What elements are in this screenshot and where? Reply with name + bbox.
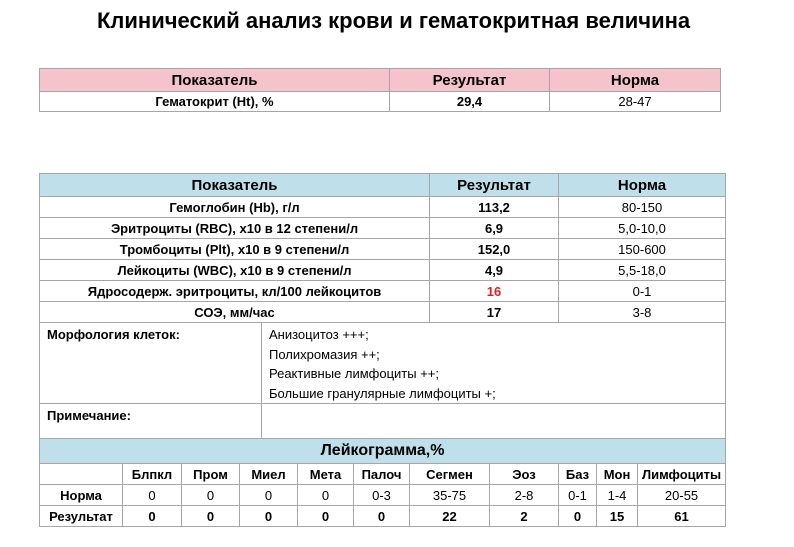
leukogram-result-value: 0 <box>559 506 597 527</box>
leukogram-result-value: 0 <box>182 506 240 527</box>
leukogram-col-header: Пром <box>182 464 240 485</box>
norm-esr: 3-8 <box>559 302 726 323</box>
result-hemoglobin: 113,2 <box>430 197 559 218</box>
leukogram-result-value: 0 <box>298 506 354 527</box>
header-result: Результат <box>390 69 550 92</box>
result-hematocrit: 29,4 <box>390 92 550 112</box>
leukogram-col-header: Лимфоциты <box>638 464 726 485</box>
leukogram-result-value: 2 <box>490 506 559 527</box>
param-hematocrit: Гематокрит (Ht), % <box>40 92 390 112</box>
norm-hematocrit: 28-47 <box>550 92 721 112</box>
table-row <box>40 92 721 112</box>
hematocrit-table-header <box>40 69 721 92</box>
header-norm: Норма <box>559 174 726 197</box>
leukogram-result-value: 0 <box>240 506 298 527</box>
leukogram-result-value: 0 <box>123 506 182 527</box>
table-row <box>40 197 726 218</box>
leukogram-columns-row <box>40 464 726 485</box>
header-parameter: Показатель <box>40 174 430 197</box>
leukogram-norm-value: 0-1 <box>559 485 597 506</box>
morphology-item: Полихромазия ++; <box>269 346 380 362</box>
table-row <box>40 281 726 302</box>
param-rbc: Эритроциты (RBC), x10 в 12 степени/л <box>40 218 430 239</box>
norm-nrbc: 0-1 <box>559 281 726 302</box>
leukogram-norm-value: 0-3 <box>354 485 410 506</box>
param-hemoglobin: Гемоглобин (Hb), г/л <box>40 197 430 218</box>
norm-wbc: 5,5-18,0 <box>559 260 726 281</box>
page-title: Клинический анализ крови и гематокритная величина <box>97 8 691 33</box>
table-row <box>40 260 726 281</box>
param-nrbc: Ядросодерж. эритроциты, кл/100 лейкоцитов <box>40 281 430 302</box>
leukogram-col-header: Мета <box>298 464 354 485</box>
leukogram-norm-row <box>40 485 726 506</box>
hematocrit-table <box>39 68 721 112</box>
morphology-label: Морфология клеток: <box>40 323 262 404</box>
leukogram-norm-value: 0 <box>182 485 240 506</box>
leukogram-col-header: Баз <box>559 464 597 485</box>
morphology-item: Большие гранулярные лимфоциты +; <box>269 385 496 401</box>
table-row <box>40 218 726 239</box>
header-result: Результат <box>430 174 559 197</box>
param-esr: СОЭ, мм/час <box>40 302 430 323</box>
note-row <box>40 404 726 439</box>
norm-plt: 150-600 <box>559 239 726 260</box>
blood-table-header <box>40 174 726 197</box>
note-label: Примечание: <box>40 404 262 439</box>
morphology-values <box>262 323 726 404</box>
result-wbc: 4,9 <box>430 260 559 281</box>
leukogram-result-value: 61 <box>638 506 726 527</box>
leukogram-col-header: Эоз <box>490 464 559 485</box>
leukogram-col-header: Миел <box>240 464 298 485</box>
blood-analysis-table <box>39 173 726 527</box>
leukogram-result-value: 0 <box>354 506 410 527</box>
norm-hemoglobin: 80-150 <box>559 197 726 218</box>
leukogram-norm-value: 2-8 <box>490 485 559 506</box>
leukogram-norm-label: Норма <box>40 485 123 506</box>
table-row <box>40 302 726 323</box>
result-plt: 152,0 <box>430 239 559 260</box>
leukogram-result-value: 15 <box>597 506 638 527</box>
leukogram-title: Лейкограмма,% <box>40 439 726 464</box>
leukogram-norm-value: 0 <box>298 485 354 506</box>
result-rbc: 6,9 <box>430 218 559 239</box>
leukogram-result-label: Результат <box>40 506 123 527</box>
leukogram-result-value: 22 <box>410 506 490 527</box>
leukogram-norm-value: 1-4 <box>597 485 638 506</box>
leukogram-norm-value: 20-55 <box>638 485 726 506</box>
leukogram-norm-value: 35-75 <box>410 485 490 506</box>
morphology-item: Анизоцитоз +++; <box>269 327 369 342</box>
leukogram-col-header: Мон <box>597 464 638 485</box>
table-row <box>40 239 726 260</box>
leukogram-col-header: Блпкл <box>123 464 182 485</box>
norm-rbc: 5,0-10,0 <box>559 218 726 239</box>
param-wbc: Лейкоциты (WBC), x10 в 9 степени/л <box>40 260 430 281</box>
result-nrbc-abnormal: 16 <box>430 281 559 302</box>
morphology-row <box>40 323 726 404</box>
leukogram-corner <box>40 464 123 485</box>
leukogram-col-header: Палоч <box>354 464 410 485</box>
header-parameter: Показатель <box>40 69 390 92</box>
leukogram-col-header: Сегмен <box>410 464 490 485</box>
morphology-item: Реактивные лимфоциты ++; <box>269 366 440 381</box>
header-norm: Норма <box>550 69 721 92</box>
leukogram-norm-value: 0 <box>240 485 298 506</box>
leukogram-title-row <box>40 439 726 464</box>
leukogram-result-row <box>40 506 726 527</box>
note-value <box>262 404 726 439</box>
param-plt: Тромбоциты (Plt), x10 в 9 степени/л <box>40 239 430 260</box>
result-esr: 17 <box>430 302 559 323</box>
leukogram-norm-value: 0 <box>123 485 182 506</box>
